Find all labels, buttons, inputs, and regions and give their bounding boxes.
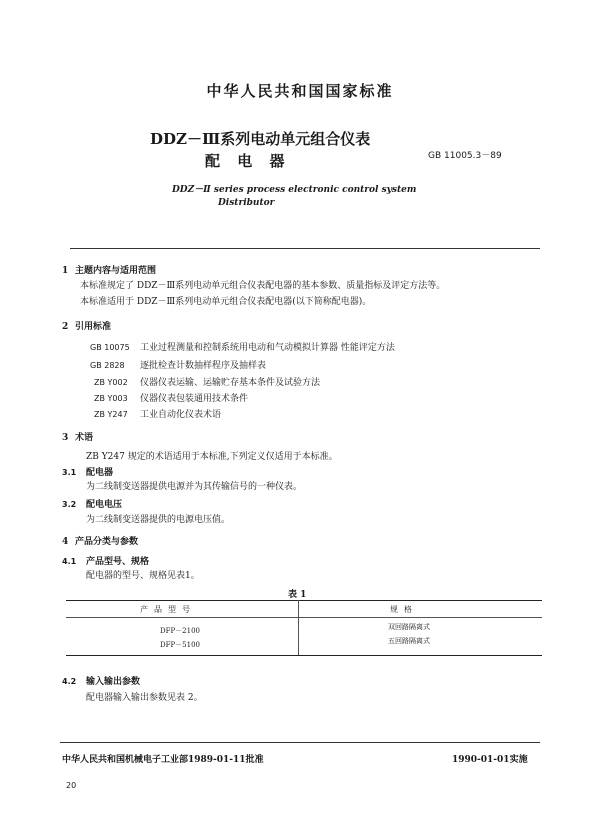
section-3-title: 术语 — [75, 433, 94, 443]
table-1-caption: 表 1 — [288, 590, 307, 600]
section-3-paragraph: ZB Y247 规定的术语适用于本标准,下列定义仅适用于本标准。 — [86, 452, 338, 462]
ref-code: ZB Y247 — [94, 410, 128, 419]
table-column-divider — [298, 600, 299, 655]
table-cell-model: DFP－5100 — [160, 641, 200, 649]
standard-code: GB 11005.3－89 — [428, 151, 502, 161]
section-3-1-paragraph: 为二线制变送器提供电源并为其传输信号的一种仪表。 — [86, 482, 303, 492]
section-4-2-paragraph: 配电器输入输出参数见表 2。 — [86, 693, 203, 703]
ref-code: ZB Y003 — [94, 394, 128, 403]
section-1-title: 主题内容与适用范围 — [75, 266, 157, 276]
english-title-line2: Distributor — [218, 198, 275, 208]
section-4-2-number: 4.2 — [62, 677, 77, 686]
section-4-1-number: 4.1 — [62, 557, 77, 566]
implementation-date: 1990-01-01实施 — [452, 755, 528, 765]
ref-title: 逐批检查计数抽样程序及抽样表 — [140, 361, 267, 371]
ref-title: 仪器仪表运输、运输贮存基本条件及试验方法 — [140, 378, 321, 388]
header-divider — [70, 248, 540, 249]
section-1-number: 1 — [62, 266, 69, 276]
ref-title: 工业过程测量和控制系统用电动和气动模拟计算器 性能评定方法 — [140, 343, 395, 353]
section-3-2-number: 3.2 — [62, 500, 77, 509]
ref-code: ZB Y002 — [94, 378, 128, 387]
ref-title: 工业自动化仪表术语 — [140, 410, 222, 420]
table-cell-model: DFP－2100 — [160, 627, 200, 635]
section-2-title: 引用标准 — [75, 322, 112, 332]
table-header-rule — [66, 617, 542, 618]
approval-statement: 中华人民共和国机械电子工业部1989-01-11批准 — [62, 755, 264, 765]
table-cell-spec: 五回路隔离式 — [388, 637, 430, 645]
document-title-line1: DDZ－Ⅲ系列电动单元组合仪表 — [150, 130, 371, 148]
section-1-paragraph-1: 本标准规定了 DDZ－Ⅲ系列电动单元组合仪表配电器的基本参数、质量指标及评定方法等。 — [80, 281, 446, 291]
section-3-2-paragraph: 为二线制变送器提供的电源电压值。 — [86, 515, 231, 525]
section-4-number: 4 — [62, 537, 69, 547]
ref-code: GB 10075 — [90, 343, 130, 352]
section-3-2-title: 配电电压 — [86, 500, 123, 510]
table-header-spec: 规格 — [390, 605, 418, 614]
section-4-1-title: 产品型号、规格 — [86, 557, 150, 567]
english-title-line1: DDZ－Ⅱ series process electronic control system — [172, 185, 417, 195]
table-header-model: 产品型号 — [140, 605, 196, 614]
table-top-rule — [66, 600, 542, 601]
section-3-1-title: 配电器 — [86, 468, 114, 478]
footer-divider — [60, 742, 540, 743]
section-1-paragraph-2: 本标准适用于 DDZ－Ⅲ系列电动单元组合仪表配电器(以下简称配电器)。 — [80, 297, 372, 307]
document-title-line2: 配 电 器 — [205, 152, 291, 170]
table-cell-spec: 双回路隔离式 — [388, 623, 430, 631]
national-standard-heading: 中华人民共和国国家标准 — [206, 82, 394, 100]
section-3-number: 3 — [62, 433, 69, 443]
section-4-2-title: 输入输出参数 — [86, 677, 141, 687]
section-4-1-paragraph: 配电器的型号、规格见表1。 — [86, 571, 200, 581]
ref-code: GB 2828 — [90, 361, 125, 370]
ref-title: 仪器仪表包装通用技术条件 — [140, 394, 249, 404]
page-number: 20 — [66, 781, 77, 790]
table-bottom-rule — [66, 655, 542, 656]
section-4-title: 产品分类与参数 — [75, 537, 139, 547]
section-2-number: 2 — [62, 322, 69, 332]
section-3-1-number: 3.1 — [62, 468, 77, 477]
